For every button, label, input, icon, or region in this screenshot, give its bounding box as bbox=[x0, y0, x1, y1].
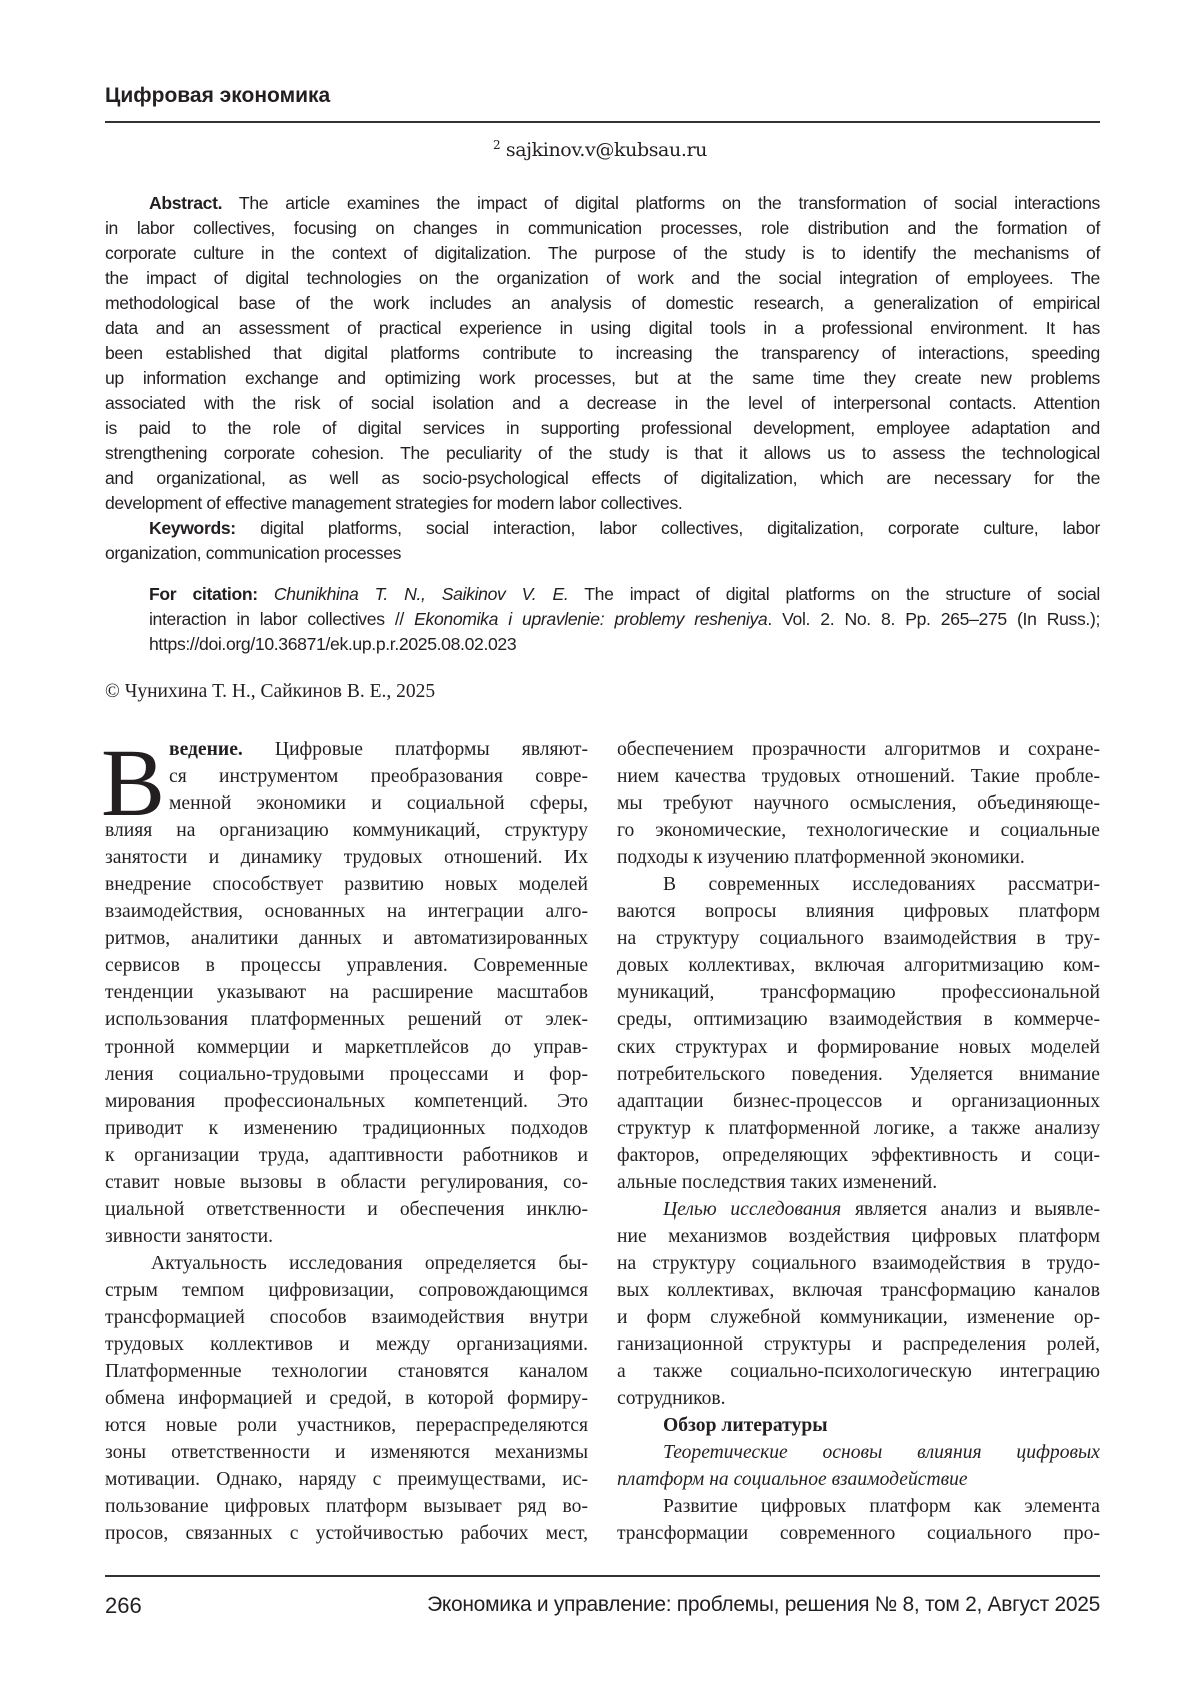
text-line: organization, communication processes bbox=[105, 543, 1100, 568]
citation-block bbox=[149, 584, 1100, 659]
text-line bbox=[105, 193, 1100, 218]
author-email bbox=[0, 138, 1200, 161]
text-line: нием качества трудовых отношений. Такие пробле- bbox=[617, 766, 1100, 793]
text-line: in labor collectives, focusing on changes in communication processes, role distribution and the formation of bbox=[105, 218, 1100, 243]
text-line: ставит новые вызовы в области регулирования, со- bbox=[105, 1172, 588, 1199]
text-line: the impact of digital technologies on the organization of work and the social integration of employees. The bbox=[105, 268, 1100, 293]
text-line: среды, оптимизацию взаимодействия в коммерче- bbox=[617, 1009, 1100, 1036]
text-line: associated with the risk of social isolation and a decrease in the level of interpersonal contacts. Attention bbox=[105, 393, 1100, 418]
italic-run: Ekonomika i upravlenie: problemy resheniya bbox=[414, 609, 767, 629]
text-line bbox=[105, 518, 1100, 543]
text-line: Актуальность исследования определяется бы- bbox=[105, 1253, 588, 1280]
text-line: methodological base of the work includes an analysis of domestic research, a generalization of empirical bbox=[105, 293, 1100, 318]
text-line: приводит к изменению традиционных подходов bbox=[105, 1118, 588, 1145]
text-line: мотивации. Однако, наряду с преимуществами, ис- bbox=[105, 1469, 588, 1496]
text-line: муникаций, трансформацию профессиональной bbox=[617, 982, 1100, 1009]
text-line: сервисов в процессы управления. Современные bbox=[105, 955, 588, 982]
text-line: ние механизмов воздействия цифровых платформ bbox=[617, 1226, 1100, 1253]
text-line bbox=[149, 584, 1100, 609]
italic-run: платформ на социальное взаимодействие bbox=[617, 1469, 968, 1490]
text-line: been established that digital platforms contribute to increasing the transparency of interactions, speeding bbox=[105, 343, 1100, 368]
text-line: зоны ответственности и изменяются механизмы bbox=[105, 1442, 588, 1469]
text-line bbox=[617, 1199, 1100, 1226]
text-line: трансформацией способов взаимодействия внутри bbox=[105, 1307, 588, 1334]
text-line: зивности занятости. bbox=[105, 1226, 588, 1253]
text-line: циальной ответственности и обеспечения инклю- bbox=[105, 1199, 588, 1226]
italic-run: Целью исследования bbox=[663, 1199, 841, 1220]
text-line: мирования профессиональных компетенций. Это bbox=[105, 1091, 588, 1118]
journal-info: Экономика и управление: проблемы, решения № 8, том 2, Август 2025 bbox=[427, 1593, 1100, 1617]
text-line: адаптации бизнес-процессов и организационных bbox=[617, 1091, 1100, 1118]
text-line: взаимодействия, основанных на интеграции алго- bbox=[105, 901, 588, 928]
text-line: ся инструментом преобразования совре- bbox=[105, 766, 588, 793]
text-line: development of effective management strategies for modern labor collectives. bbox=[105, 493, 1100, 518]
text-line: го экономические, технологические и социальные bbox=[617, 820, 1100, 847]
text-line: альные последствия таких изменений. bbox=[617, 1172, 1100, 1199]
text-line bbox=[617, 1469, 1100, 1496]
text-line bbox=[617, 1415, 1100, 1442]
text-line: к организации труда, адаптивности работников и bbox=[105, 1145, 588, 1172]
text-line: ваются вопросы влияния цифровых платформ bbox=[617, 901, 1100, 928]
text-line: менной экономики и социальной сферы, bbox=[105, 793, 588, 820]
body-column-left bbox=[105, 739, 588, 1550]
text-line: мы требуют научного осмысления, объединяюще- bbox=[617, 793, 1100, 820]
text-line: на структуру социального взаимодействия в трудо- bbox=[617, 1253, 1100, 1280]
bold-run: ведение. bbox=[169, 739, 243, 760]
text-line: https://doi.org/10.36871/ek.up.p.r.2025.08.02.023 bbox=[149, 634, 1100, 659]
text-line: тенденции указывают на расширение масштабов bbox=[105, 982, 588, 1009]
text-run: Цифровые платформы являют- bbox=[243, 739, 588, 760]
bold-run: Keywords: bbox=[149, 518, 236, 538]
text-run: The article examines the impact of digital platforms on the transformation of social interactions bbox=[222, 193, 1100, 213]
bold-run: For citation: bbox=[149, 584, 258, 604]
text-line: and organizational, as well as socio-psychological effects of digitalization, which are necessary for the bbox=[105, 468, 1100, 493]
text-line: трудовых коллективов и между организациями. bbox=[105, 1334, 588, 1361]
text-line: up information exchange and optimizing work processes, but at the same time they create new problems bbox=[105, 368, 1100, 393]
text-line: трансформации современного социального про- bbox=[617, 1523, 1100, 1550]
body-column-right bbox=[617, 739, 1100, 1550]
text-line: влияя на организацию коммуникаций, структуру bbox=[105, 820, 588, 847]
text-line: на структуру социального взаимодействия в тру- bbox=[617, 928, 1100, 955]
email-address: sajkinov.v@kubsau.ru bbox=[506, 139, 707, 161]
text-line bbox=[149, 609, 1100, 634]
text-line: структур к платформенной логике, а также анализу bbox=[617, 1118, 1100, 1145]
text-line: ских структурах и формирование новых моделей bbox=[617, 1037, 1100, 1064]
text-line: Развитие цифровых платформ как элемента bbox=[617, 1496, 1100, 1523]
text-run: digital platforms, social interaction, labor collectives, digitalization, corporate culture, labor bbox=[236, 518, 1100, 538]
text-line: обеспечением прозрачности алгоритмов и сохране- bbox=[617, 739, 1100, 766]
text-line: ления социально-трудовыми процессами и фор- bbox=[105, 1064, 588, 1091]
text-line: ритмов, аналитики данных и автоматизированных bbox=[105, 928, 588, 955]
drop-cap: В bbox=[101, 735, 165, 831]
text-line: вых коллективах, включая трансформацию каналов bbox=[617, 1280, 1100, 1307]
text-line: стрым темпом цифровизации, сопровождающимся bbox=[105, 1280, 588, 1307]
copyright: © Чунихина Т. Н., Сайкинов В. Е., 2025 bbox=[105, 681, 435, 703]
section-title: Цифровая экономика bbox=[105, 84, 330, 108]
footer-rule bbox=[105, 1575, 1100, 1577]
bold-run: Обзор литературы bbox=[663, 1415, 828, 1436]
text-run: interaction in labor collectives // bbox=[149, 609, 414, 629]
text-line: тронной коммерции и маркетплейсов до управ- bbox=[105, 1037, 588, 1064]
text-line: corporate culture in the context of digitalization. The purpose of the study is to identify the mechanisms of bbox=[105, 243, 1100, 268]
text-line: довых коллективах, включая алгоритмизацию ком- bbox=[617, 955, 1100, 982]
text-run: . Vol. 2. No. 8. Pp. 265–275 (In Russ.); bbox=[767, 609, 1100, 629]
text-line: подходы к изучению платформенной экономики. bbox=[617, 847, 1100, 874]
footnote-marker: 2 bbox=[493, 138, 500, 152]
text-line: использования платформенных решений от элек- bbox=[105, 1009, 588, 1036]
text-line: факторов, определяющих эффективность и соци- bbox=[617, 1145, 1100, 1172]
abstract-block bbox=[105, 193, 1100, 568]
text-run: является анализ и выявле- bbox=[841, 1199, 1100, 1220]
text-run: The impact of digital platforms on the structure of social bbox=[568, 584, 1100, 604]
page-number: 266 bbox=[105, 1593, 142, 1619]
text-line: ганизационной структуры и распределения ролей, bbox=[617, 1334, 1100, 1361]
text-line: is paid to the role of digital services in supporting professional development, employee adaptation and bbox=[105, 418, 1100, 443]
italic-run: Теоретические основы влияния цифровых bbox=[663, 1442, 1100, 1463]
text-line: просов, связанных с устойчивостью рабочих мест, bbox=[105, 1523, 588, 1550]
text-line: сотрудников. bbox=[617, 1388, 1100, 1415]
text-line: обмена информацией и средой, в которой формиру- bbox=[105, 1388, 588, 1415]
italic-run: Chunikhina T. N., Saikinov V. E. bbox=[258, 584, 569, 604]
text-line: Платформенные технологии становятся каналом bbox=[105, 1361, 588, 1388]
text-line: и форм служебной коммуникации, изменение ор- bbox=[617, 1307, 1100, 1334]
text-line: пользование цифровых платформ вызывает ряд во- bbox=[105, 1496, 588, 1523]
text-line: внедрение способствует развитию новых моделей bbox=[105, 874, 588, 901]
text-line bbox=[105, 739, 588, 766]
text-line: ются новые роли участников, перераспределяются bbox=[105, 1415, 588, 1442]
text-line: потребительского поведения. Уделяется внимание bbox=[617, 1064, 1100, 1091]
header-rule bbox=[105, 121, 1100, 123]
text-line: data and an assessment of practical experience in using digital tools in a professional environment. It has bbox=[105, 318, 1100, 343]
text-line bbox=[617, 1442, 1100, 1469]
text-line: В современных исследованиях рассматри- bbox=[617, 874, 1100, 901]
text-line: strengthening corporate cohesion. The peculiarity of the study is that it allows us to assess the technological bbox=[105, 443, 1100, 468]
bold-run: Abstract. bbox=[149, 193, 222, 213]
text-line: а также социально-психологическую интеграцию bbox=[617, 1361, 1100, 1388]
text-line: занятости и динамику трудовых отношений. Их bbox=[105, 847, 588, 874]
